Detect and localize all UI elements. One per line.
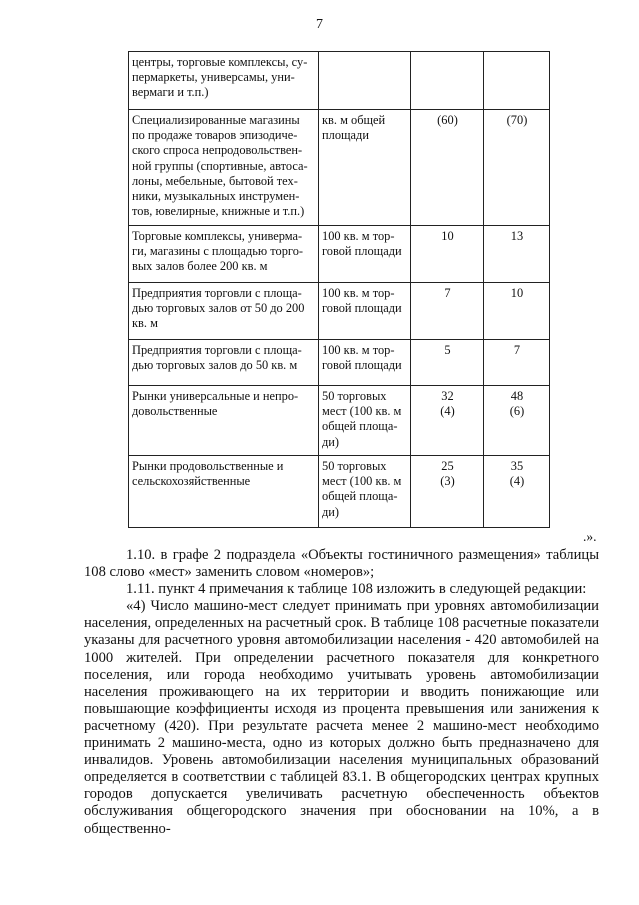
table-row bbox=[129, 456, 550, 528]
object-name-cell: Специализированные магазины по продаже товаров эпизодиче- ского спроса непродовольствен- ной группы (спортивные, автоса- лоны, мебельные, бытовой тех- ники, музыкальных инструмен- тов, ювелирные, книжные и т.п.) bbox=[129, 110, 319, 226]
table-row bbox=[129, 226, 550, 283]
value-cell-1: 7 bbox=[411, 283, 484, 340]
object-name-cell: Предприятия торговли с площа- дью торговых залов до 50 кв. м bbox=[129, 340, 319, 386]
value-cell-1: 5 bbox=[411, 340, 484, 386]
unit-cell: 100 кв. м тор- говой площади bbox=[319, 283, 411, 340]
value-cell-2: 48 (6) bbox=[484, 386, 550, 456]
value-cell-1: 32 (4) bbox=[411, 386, 484, 456]
object-name-cell: центры, торговые комплексы, су- пермаркеты, универсамы, уни- вермаги и т.п.) bbox=[129, 52, 319, 110]
value-cell-2: 13 bbox=[484, 226, 550, 283]
unit-cell: 100 кв. м тор- говой площади bbox=[319, 226, 411, 283]
body-text bbox=[84, 547, 599, 838]
value-cell-2: 10 bbox=[484, 283, 550, 340]
value-cell-2: (70) bbox=[484, 110, 550, 226]
object-name-cell: Рынки универсальные и непро- довольственные bbox=[129, 386, 319, 456]
value-cell-1: (60) bbox=[411, 110, 484, 226]
norms-table bbox=[128, 51, 550, 528]
table-row bbox=[129, 340, 550, 386]
object-name-cell: Торговые комплексы, универма- ги, магазины с площадью торго- вых залов более 200 кв. м bbox=[129, 226, 319, 283]
page-number: 7 bbox=[316, 17, 323, 32]
value-cell-1: 25 (3) bbox=[411, 456, 484, 528]
value-cell-2: 7 bbox=[484, 340, 550, 386]
object-name-cell: Рынки продовольственные и сельскохозяйственные bbox=[129, 456, 319, 528]
unit-cell: кв. м общей площади bbox=[319, 110, 411, 226]
paragraph: 1.11. пункт 4 примечания к таблице 108 изложить в следующей редакции: bbox=[126, 581, 587, 598]
value-cell-1 bbox=[411, 52, 484, 110]
paragraph: «4) Число машино-мест следует принимать при уровнях автомобилизации населения, определенных на расчетный срок. В таблице 108 расчетные показатели указаны для расчетного уровня автомобилизации населения - 420 автомобилей на 1000 жителей. При определении расчетного показателя для конкретного поселения, или города необходимо учитывать уровень автомобилизации населения проживающего на их территории и вводить понижающие или повышающие коэффициенты исходя из процента превышения или занижения к расчетному (420). При результате расчета менее 2 машино-мест необходимо принимать 2 машино-места, одно из которых должно быть предназначено для инвалидов. Уровень автомобилизации населения муниципальных образований определяется в соответствии с таблицей 83.1. В общегородских центрах крупных городов допускается увеличивать расчетную обеспеченность объектов обслуживания общегородского значения при обосновании на 10%, а в общественно- bbox=[84, 598, 599, 837]
value-cell-1: 10 bbox=[411, 226, 484, 283]
unit-cell: 50 торговых мест (100 кв. м общей площа- ди) bbox=[319, 386, 411, 456]
value-cell-2: 35 (4) bbox=[484, 456, 550, 528]
table-row bbox=[129, 283, 550, 340]
closing-quote: .». bbox=[583, 529, 597, 544]
object-name-cell: Предприятия торговли с площа- дью торговых залов от 50 до 200 кв. м bbox=[129, 283, 319, 340]
table-row bbox=[129, 52, 550, 110]
unit-cell: 50 торговых мест (100 кв. м общей площа- ди) bbox=[319, 456, 411, 528]
unit-cell: 100 кв. м тор- говой площади bbox=[319, 340, 411, 386]
paragraph: 1.10. в графе 2 подраздела «Объекты гостиничного размещения» таблицы 108 слово «мест» заменить словом «номеров»; bbox=[84, 547, 599, 581]
value-cell-2 bbox=[484, 52, 550, 110]
table-row bbox=[129, 386, 550, 456]
unit-cell bbox=[319, 52, 411, 110]
table-row bbox=[129, 110, 550, 226]
